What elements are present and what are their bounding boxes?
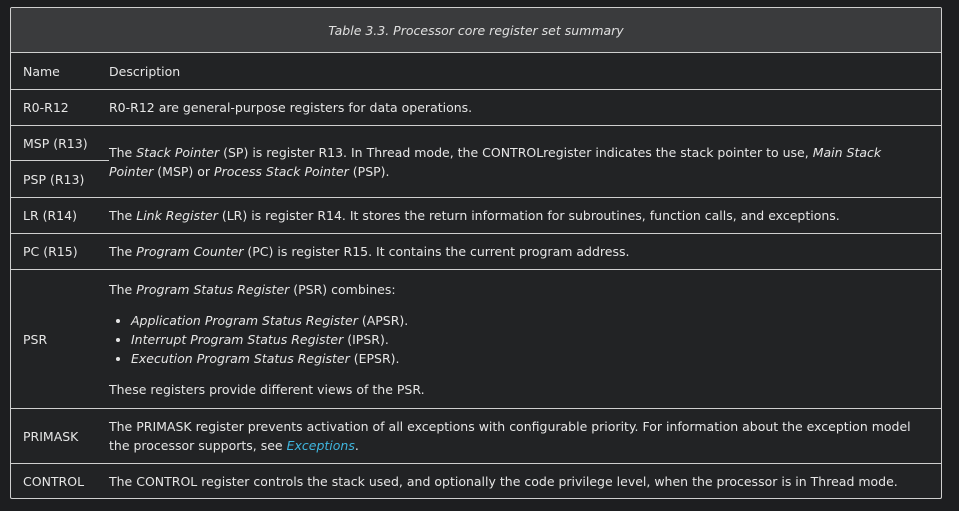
register-description: The Stack Pointer (SP) is register R13. In Thread mode, the CONTROLregister indicates the stack pointer to use, Main Stack Pointer (MSP) or Process Stack Pointer (PSP). [109, 126, 941, 198]
exceptions-link[interactable]: Exceptions [286, 438, 355, 453]
register-name-split [11, 126, 109, 198]
register-name: R0-R12 [11, 90, 109, 126]
header-description: Description [109, 53, 941, 90]
header-row [11, 53, 941, 90]
register-name: PC (R15) [11, 234, 109, 270]
psr-intro: The Program Status Register (PSR) combines: [109, 281, 396, 297]
term: Stack Pointer [136, 144, 220, 160]
term: Main Stack Pointer [109, 144, 882, 179]
table-row [11, 270, 941, 409]
table-row [11, 198, 941, 234]
register-name: CONTROL [23, 473, 85, 489]
register-description: The CONTROL register controls the stack used, and optionally the code privilege level, when the processor is in Thread mode. [109, 473, 898, 489]
register-description [109, 270, 941, 409]
term: Link Register [136, 208, 218, 223]
register-description: The PRIMASK register prevents activation of all exceptions with configurable priority. For information about the exception model the processor supports, see Exceptions. [109, 409, 941, 464]
table-row [11, 126, 941, 198]
table-row [11, 90, 941, 126]
header-name: Name [11, 53, 109, 90]
psr-bullet-list [109, 311, 929, 368]
list-item: • Application Program Status Register (APSR). [131, 311, 929, 330]
psr-footer: These registers provide different views of the PSR. [109, 381, 425, 397]
register-table [10, 7, 942, 499]
table-row [11, 409, 941, 464]
register-description: R0-R12 are general-purpose registers for data operations. [109, 90, 941, 126]
register-description: The Program Counter (PC) is register R15. It contains the current program address. [109, 234, 941, 270]
table-caption: Table 3.3. Processor core register set summary [11, 8, 941, 53]
register-summary-table [11, 53, 941, 499]
term: Process Stack Pointer [214, 163, 349, 179]
list-item: • Execution Program Status Register (EPSR). [131, 349, 929, 368]
register-name: MSP (R13) [11, 126, 109, 161]
list-item: • Interrupt Program Status Register (IPSR). [131, 330, 929, 349]
table-row [11, 464, 941, 499]
table-row [11, 234, 941, 270]
register-name: PRIMASK [11, 409, 109, 464]
term: Program Status Register [136, 281, 290, 297]
register-name: PSR [11, 270, 109, 409]
term: Program Counter [136, 244, 244, 259]
register-name: PSP (R13) [23, 171, 85, 187]
register-description: The Link Register (LR) is register R14. It stores the return information for subroutines, function calls, and exceptions. [109, 198, 941, 234]
register-name: LR (R14) [11, 198, 109, 234]
